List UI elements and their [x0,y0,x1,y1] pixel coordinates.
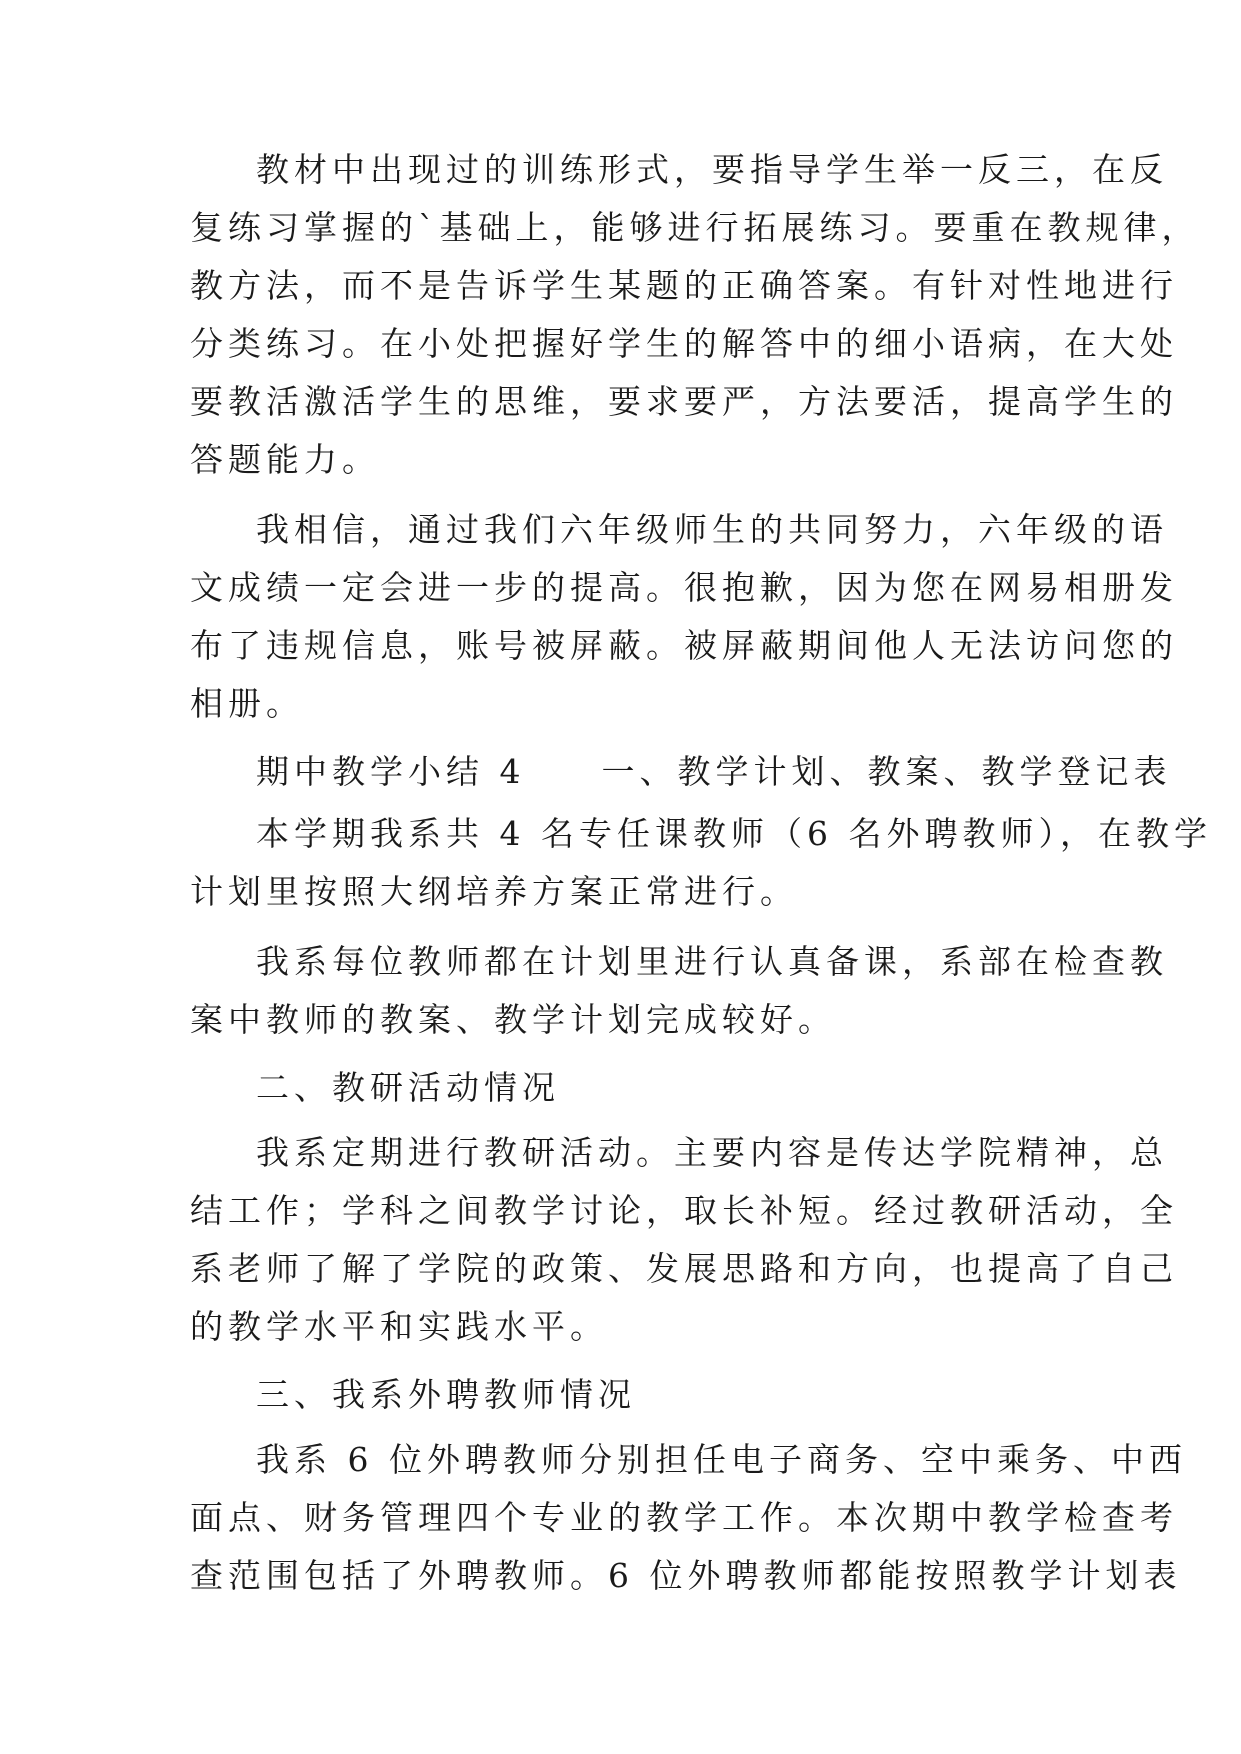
section-heading-line: 期中教学小结 4 一、教学计划、教案、教学登记表 [256,752,1172,791]
section-heading: 二、教研活动情况 [256,1068,560,1107]
text-line: 结工作；学科之间教学讨论，取长补短。经过教研活动，全 [190,1191,1178,1230]
text-line: 复练习掌握的`基础上，能够进行拓展练习。要重在教规律， [190,208,1200,247]
text-line: 我系每位教师都在计划里进行认真备课，系部在检查教 [256,942,1168,981]
text-line: 答题能力。 [190,440,380,479]
text-line: 案中教师的教案、教学计划完成较好。 [190,1000,836,1039]
text-line: 面点、财务管理四个专业的教学工作。本次期中教学检查考 [190,1498,1178,1537]
text-line: 系老师了解了学院的政策、发展思路和方向，也提高了自己 [190,1249,1178,1288]
section-heading: 三、我系外聘教师情况 [256,1375,636,1414]
text-line: 我系 6 位外聘教师分别担任电子商务、空中乘务、中西 [256,1440,1187,1479]
text-line: 教方法，而不是告诉学生某题的正确答案。有针对性地进行 [190,266,1178,305]
text-line: 我系定期进行教研活动。主要内容是传达学院精神，总 [256,1133,1168,1172]
text-line: 文成绩一定会进一步的提高。很抱歉，因为您在网易相册发 [190,568,1178,607]
text-line: 要教活激活学生的思维，要求要严，方法要活，提高学生的 [190,382,1178,421]
text-line: 本学期我系共 4 名专任课教师（6 名外聘教师），在教学 [256,814,1212,853]
text-line: 教材中出现过的训练形式，要指导学生举一反三，在反 [256,150,1168,189]
text-line: 分类练习。在小处把握好学生的解答中的细小语病，在大处 [190,324,1178,363]
text-line: 查范围包括了外聘教师。6 位外聘教师都能按照教学计划表 [190,1556,1182,1595]
text-line: 布了违规信息，账号被屏蔽。被屏蔽期间他人无法访问您的 [190,626,1178,665]
text-line: 的教学水平和实践水平。 [190,1307,608,1346]
text-line: 我相信，通过我们六年级师生的共同努力，六年级的语 [256,510,1168,549]
text-line: 相册。 [190,684,304,723]
text-line: 计划里按照大纲培养方案正常进行。 [190,872,798,911]
